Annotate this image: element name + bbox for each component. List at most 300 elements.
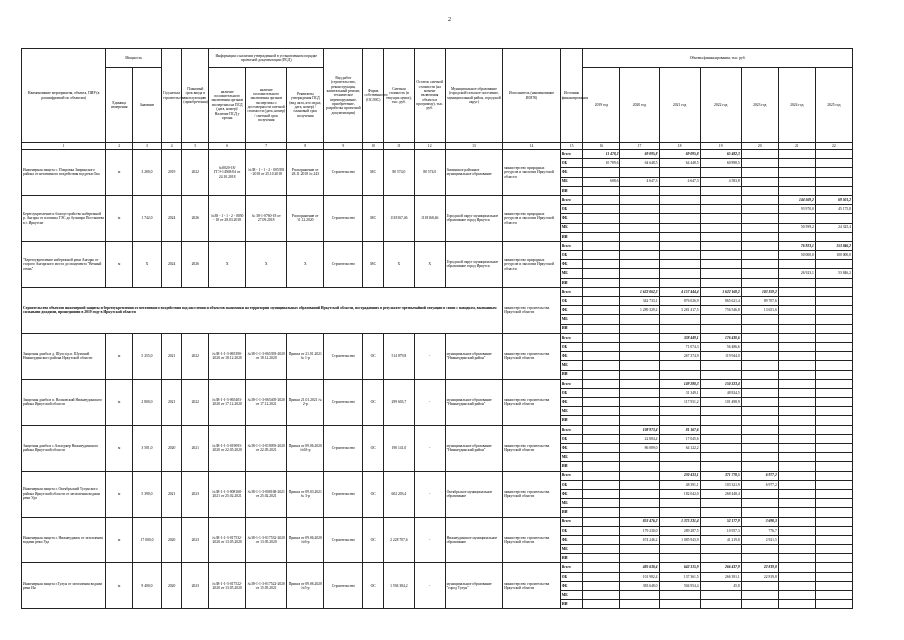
fin-cell (620, 260, 659, 269)
fin-cell (659, 315, 700, 324)
object-value: 17 000,0 (133, 517, 162, 563)
object-cost: 514 879,8 (383, 333, 414, 379)
fin-cell (700, 444, 741, 453)
fin-cell (700, 214, 741, 223)
fin-cell (583, 315, 620, 324)
fin-cell (815, 526, 852, 535)
source-label: Всего (560, 195, 583, 204)
fin-cell (741, 581, 778, 590)
object-remain: - (414, 379, 445, 425)
fin-cell: 342 733,1 (620, 297, 659, 306)
fin-cell (583, 554, 620, 563)
fin-cell: 41 219,8 (700, 535, 741, 544)
column-number: 2 (106, 143, 133, 150)
fin-cell (659, 278, 700, 287)
source-label: ОБ (560, 159, 583, 168)
fin-cell: 150 323,4 (700, 379, 741, 388)
object-pd3: Приказ от 21.01.2021 № 1-р (287, 333, 324, 379)
fin-cell (659, 251, 700, 260)
fin-cell (620, 324, 659, 333)
table-row (22, 425, 853, 434)
fin-cell: 1 622 168,2 (700, 287, 741, 296)
fin-cell (620, 379, 659, 388)
fin-cell (815, 600, 852, 609)
fin-cell (741, 379, 778, 388)
object-name: "Берегоукрепление набережной реки Ангары от старого Ангарского моста до монумента "Вечный огонь" (22, 241, 106, 287)
fin-cell (778, 361, 815, 370)
fin-cell: 1 632 062,3 (620, 287, 659, 296)
fin-cell (700, 499, 741, 508)
fin-cell (778, 177, 815, 186)
fin-cell (778, 517, 815, 526)
fin-cell (583, 545, 620, 554)
fin-cell (815, 462, 852, 471)
fin-cell (659, 453, 700, 462)
hdr-year: 2025 год (815, 68, 852, 143)
fin-cell (778, 554, 815, 563)
fin-cell (815, 379, 852, 388)
source-label: ФБ (560, 489, 583, 498)
fin-cell: 504 954,4 (659, 581, 700, 590)
source-label: МБ (560, 453, 583, 462)
fin-cell: 266 437,9 (700, 563, 741, 572)
fin-cell (700, 370, 741, 379)
hdr-fin: Объемы финансирования, тыс. руб. (583, 49, 853, 68)
fin-cell (583, 563, 620, 572)
object-pd2: № 38-1-0760-18 от 27.09.2018 (246, 195, 287, 241)
table-row (22, 471, 853, 480)
hdr-unit: Единица измерения (106, 68, 133, 143)
fin-cell (620, 195, 659, 204)
column-number: 18 (659, 143, 700, 150)
object-muni: Городской округ муниципальное образование город Иркутск (445, 241, 503, 287)
fin-cell (583, 241, 620, 250)
fin-cell (778, 581, 815, 590)
column-number: 14 (503, 143, 561, 150)
fin-cell: 1 375 231,4 (659, 517, 700, 526)
fin-cell (583, 499, 620, 508)
fin-cell (778, 232, 815, 241)
object-start: 2021 (161, 333, 182, 379)
fin-cell (815, 434, 852, 443)
source-label: Всего (560, 517, 583, 526)
object-pd1: №38-1-1-3-019093-2020 от 22.05.2020 (209, 425, 246, 471)
object-term: 2023 (182, 563, 209, 609)
fin-cell (741, 370, 778, 379)
fin-cell (620, 407, 659, 416)
fin-cell (583, 361, 620, 370)
fin-cell (620, 168, 659, 177)
table-row (22, 150, 853, 159)
fin-cell (620, 186, 659, 195)
source-label: МБ (560, 545, 583, 554)
fin-cell (815, 489, 852, 498)
fin-cell (659, 269, 700, 278)
object-muni: Зиминское районное муниципальное образование (445, 150, 503, 196)
fin-cell (659, 186, 700, 195)
fin-cell (815, 159, 852, 168)
fin-cell (815, 342, 852, 351)
fin-cell: 6 977,2 (741, 480, 778, 489)
fin-cell (620, 333, 659, 342)
fin-cell (741, 508, 778, 517)
object-work: Строительство (324, 241, 363, 287)
object-pd3: Х (287, 241, 324, 287)
object-work: Строительство (324, 517, 363, 563)
fin-cell (620, 232, 659, 241)
table-row (22, 563, 853, 572)
fin-cell (741, 600, 778, 609)
fin-cell (778, 398, 815, 407)
fin-cell (700, 361, 741, 370)
fin-cell: 144 569,2 (778, 195, 815, 204)
fin-cell (583, 324, 620, 333)
object-muni: Городской округ муниципальное образование город Иркутск (445, 195, 503, 241)
fin-cell (583, 342, 620, 351)
fin-cell (583, 444, 620, 453)
fin-cell (778, 260, 815, 269)
object-term: 2022 (182, 150, 209, 196)
object-pd3: Приказ от 09.06.2020 №6-р (287, 517, 324, 563)
object-unit: м (106, 517, 133, 563)
object-muni: Нижнеудинское муниципальное образование (445, 517, 503, 563)
column-number: 6 (209, 143, 246, 150)
fin-cell (620, 352, 659, 361)
fin-cell: 81 167,6 (659, 425, 700, 434)
fin-cell (741, 232, 778, 241)
object-exec: министерство строительства Иркутской области (503, 517, 561, 563)
fin-cell (778, 462, 815, 471)
source-label: ИИ (560, 462, 583, 471)
fin-cell: 268 448,4 (700, 489, 741, 498)
object-term: 2021 (182, 425, 209, 471)
fin-cell (778, 526, 815, 535)
object-name: Инженерная защита с. Покровка Заиринского района от негативного воздействия вод реки Ока (22, 150, 106, 196)
object-term: 2022 (182, 333, 209, 379)
fin-cell (583, 388, 620, 397)
fin-cell (815, 333, 852, 342)
object-muni: муниципальное образование "Нижнеудинский район" (445, 425, 503, 471)
object-value: 3 501,0 (133, 425, 162, 471)
fin-cell (620, 342, 659, 351)
object-muni: муниципальное образование "Нижнеудинский район" (445, 333, 503, 379)
fin-cell (620, 499, 659, 508)
table-row (22, 517, 853, 526)
object-remain: 80 574,0 (414, 150, 445, 196)
object-unit: м (106, 150, 133, 196)
object-remain: - (414, 471, 445, 517)
fin-cell: 69 501,2 (815, 195, 852, 204)
fin-cell (583, 453, 620, 462)
object-work: Строительство (324, 425, 363, 471)
fin-cell (778, 150, 815, 159)
fin-cell (815, 177, 852, 186)
fin-cell (700, 508, 741, 517)
fin-cell (659, 214, 700, 223)
fin-cell: 117 931,2 (659, 398, 700, 407)
fin-cell: 50 000,0 (778, 251, 815, 260)
object-start: 2021 (161, 471, 182, 517)
fin-cell (659, 260, 700, 269)
fin-cell (583, 535, 620, 544)
fin-cell (815, 232, 852, 241)
source-label: ОБ (560, 205, 583, 214)
fin-cell: 52 177,9 (700, 517, 741, 526)
fin-cell (583, 572, 620, 581)
hdr-pd3: Реквизиты утверждения ПСД (вид акта, кто издал, дата, номер) / плановый срок получения (287, 68, 324, 143)
fin-cell (583, 297, 620, 306)
fin-cell: 69 095,8 (659, 150, 700, 159)
source-label: ФБ (560, 444, 583, 453)
hdr-exec: Исполнитель (наименование ИОГВ) (503, 49, 561, 143)
object-pd3: Приказ от 09.03.2021 № 3-р (287, 471, 324, 517)
fin-cell: 71 074,3 (659, 342, 700, 351)
fin-cell (659, 416, 700, 425)
hdr-pd2: наличие положительного заключения органов экспертизы о достоверности сметной стоимости (дата, номер) / сметный срок получения (246, 68, 287, 143)
object-unit: м (106, 425, 133, 471)
fin-cell (700, 425, 741, 434)
fin-cell (778, 315, 815, 324)
fin-cell (815, 398, 852, 407)
fin-cell (778, 563, 815, 572)
fin-cell: 3 698,3 (741, 517, 778, 526)
fin-cell (815, 425, 852, 434)
fin-cell (815, 324, 852, 333)
column-number: 20 (741, 143, 778, 150)
object-cost: 190 141,0 (383, 425, 414, 471)
fin-cell (620, 214, 659, 223)
fin-cell (583, 462, 620, 471)
object-remain: 1118168,46 (414, 195, 445, 241)
column-number: 12 (414, 143, 445, 150)
fin-cell: 876 026,9 (659, 297, 700, 306)
object-unit: м (106, 195, 133, 241)
fin-cell (778, 407, 815, 416)
fin-cell (620, 223, 659, 232)
fin-cell: 48 391,1 (659, 480, 700, 489)
source-label: МБ (560, 361, 583, 370)
fin-cell: 4 647,3 (620, 177, 659, 186)
source-label: Всего (560, 150, 583, 159)
fin-cell: 776,7 (741, 526, 778, 535)
source-label: МБ (560, 269, 583, 278)
fin-cell (583, 434, 620, 443)
fin-cell (741, 205, 778, 214)
object-term: 2023 (182, 471, 209, 517)
object-form: ОС (363, 333, 384, 379)
object-value: 2 800,0 (133, 379, 162, 425)
fin-cell (778, 324, 815, 333)
fin-cell: 642 315,9 (659, 563, 700, 572)
object-pd2: №38-1-1-3-065393-2020 от 18.12.2020 (246, 333, 287, 379)
object-form: МС (363, 150, 384, 196)
object-value: 1 742,0 (133, 195, 162, 241)
hdr-value: Значение (133, 68, 162, 143)
source-label: Всего (560, 563, 583, 572)
fin-cell (659, 370, 700, 379)
fin-cell: 338 449,1 (659, 333, 700, 342)
source-label: ФБ (560, 260, 583, 269)
fin-cell: 137 361,5 (659, 572, 700, 581)
source-label: МБ (560, 407, 583, 416)
fin-cell (815, 545, 852, 554)
hdr-term: Плановый срок ввода в эксплуатацию (приобретения) (182, 49, 209, 143)
fin-cell: 383 648,0 (620, 581, 659, 590)
fin-cell (659, 554, 700, 563)
fin-cell: 289 287,5 (659, 526, 700, 535)
fin-cell (741, 388, 778, 397)
fin-cell: 65 482,3 (700, 150, 741, 159)
fin-cell (700, 223, 741, 232)
hdr-name: Наименование мероприятия, объекта, ПИР (в расшифровкой по объектам) (22, 49, 106, 143)
fin-cell (815, 352, 852, 361)
fin-cell (583, 251, 620, 260)
column-number: 9 (324, 143, 363, 150)
object-work: Строительство (324, 333, 363, 379)
fin-cell (620, 545, 659, 554)
source-label: Всего (560, 471, 583, 480)
column-number: 13 (445, 143, 503, 150)
fin-cell (815, 581, 852, 590)
source-label: ФБ (560, 581, 583, 590)
table-row (22, 195, 853, 204)
object-remain: - (414, 517, 445, 563)
fin-cell (741, 159, 778, 168)
fin-cell: 688,6 (583, 177, 620, 186)
fin-cell (741, 499, 778, 508)
fin-cell (778, 342, 815, 351)
object-value: 5 255,0 (133, 333, 162, 379)
source-label: ОБ (560, 480, 583, 489)
fin-cell (700, 434, 741, 443)
column-number: 17 (620, 143, 659, 150)
fin-cell: 45,8 (700, 581, 741, 590)
fin-cell (620, 416, 659, 425)
fin-cell (778, 352, 815, 361)
fin-cell (815, 591, 852, 600)
fin-cell: 2 921,5 (741, 535, 778, 544)
object-remain: - (414, 333, 445, 379)
hdr-year: 2020 год (620, 68, 659, 143)
fin-cell (815, 444, 852, 453)
fin-cell: 13 651,6 (741, 306, 778, 315)
fin-cell (659, 508, 700, 517)
column-number: 10 (363, 143, 384, 150)
object-work: Строительство (324, 563, 363, 609)
object-term: 2023 (182, 517, 209, 563)
object-cost: 299 603,7 (383, 379, 414, 425)
hdr-year: 2023 год (741, 68, 778, 143)
fin-cell (583, 517, 620, 526)
fin-cell (815, 168, 852, 177)
object-exec: министерство строительства Иркутской области (503, 471, 561, 517)
source-label: ФБ (560, 168, 583, 177)
fin-cell: 26 923,1 (778, 269, 815, 278)
fin-cell (778, 278, 815, 287)
object-pd2: №38-1-1-3-065405-2020 от 17.12.2021 (246, 379, 287, 425)
fin-cell (778, 489, 815, 498)
fin-cell (659, 168, 700, 177)
fin-cell (741, 342, 778, 351)
column-number: 5 (182, 143, 209, 150)
fin-cell (741, 251, 778, 260)
fin-cell (778, 214, 815, 223)
object-pd1: №38-1-1-3-017532-2020 от 13.05.2020 (209, 517, 246, 563)
fin-cell (815, 416, 852, 425)
fin-cell (741, 462, 778, 471)
source-label: ОБ (560, 342, 583, 351)
fin-cell (620, 591, 659, 600)
source-label: МБ (560, 223, 583, 232)
hdr-pd1: наличие положительного заключения органов экспертизы на ПСД (дата, номер)/Наличие ПСД у органа (209, 68, 246, 143)
object-value: 5 390,0 (133, 471, 162, 517)
fin-cell (700, 416, 741, 425)
fin-cell: 89 707,6 (741, 297, 778, 306)
object-pd1: Х (209, 241, 246, 287)
object-form: ОС (363, 517, 384, 563)
fin-cell (815, 453, 852, 462)
fin-cell: 48 824,5 (700, 388, 741, 397)
fin-cell: 64 648,5 (620, 159, 659, 168)
object-cost: 2 228 707,6 (383, 517, 414, 563)
fin-cell (741, 168, 778, 177)
fin-cell (583, 508, 620, 517)
fin-cell (620, 480, 659, 489)
column-number: 4 (161, 143, 182, 150)
fin-cell (815, 297, 852, 306)
object-work: Строительство (324, 379, 363, 425)
fin-cell (583, 214, 620, 223)
fin-cell: 101 982,4 (620, 572, 659, 581)
column-number: 19 (700, 143, 741, 150)
fin-cell (620, 315, 659, 324)
source-label: Всего (560, 287, 583, 296)
fin-cell (620, 600, 659, 609)
object-cost: 1 594 384,2 (383, 563, 414, 609)
object-remain: - (414, 425, 445, 471)
object-unit: м (106, 471, 133, 517)
object-start: 2021 (161, 379, 182, 425)
fin-cell (741, 361, 778, 370)
fin-cell: 3 281 417,5 (659, 306, 700, 315)
fin-cell (700, 278, 741, 287)
hdr-year: 2019 год (583, 68, 620, 143)
fin-cell (815, 480, 852, 489)
fin-cell (741, 416, 778, 425)
fin-cell: 100 000,0 (815, 251, 852, 260)
object-muni: муниципальное образование "город Тулун" (445, 563, 503, 609)
column-number: 16 (583, 143, 620, 150)
object-value: 3 280,0 (133, 150, 162, 196)
fin-cell (778, 379, 815, 388)
fin-cell (659, 241, 700, 250)
fin-cell (583, 416, 620, 425)
fin-cell (583, 581, 620, 590)
object-term: 2026 (182, 241, 209, 287)
object-unit: м (106, 333, 133, 379)
fin-cell (620, 361, 659, 370)
object-start: 2024 (161, 195, 182, 241)
fin-cell (700, 269, 741, 278)
fin-cell: 50 599,2 (778, 223, 815, 232)
fin-cell: 230 433,1 (659, 471, 700, 480)
fin-cell: 22 884,4 (620, 434, 659, 443)
fin-cell (815, 278, 852, 287)
fin-cell (778, 388, 815, 397)
fin-cell (778, 306, 815, 315)
source-label: Всего (560, 241, 583, 250)
fin-cell (741, 214, 778, 223)
